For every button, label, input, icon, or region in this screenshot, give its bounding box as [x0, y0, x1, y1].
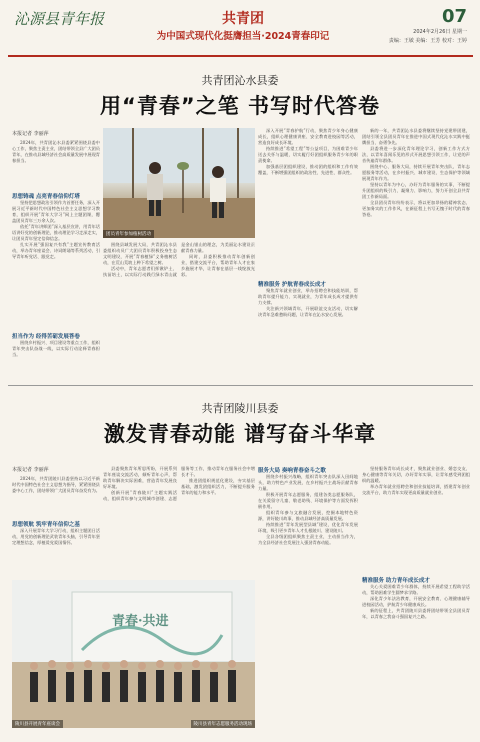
article1-byline: 本报记者 李丽萍 [12, 131, 49, 137]
article1-text-col4: 新的一年，共青团沁水县委将继续坚持党建带团建，团结引领全县团员青年在推进中国式现代化沁水实践中挺膺担当、奋勇争先。 县委将进一步深化青年理论学习，创新工作方式方法，以青年喜闻乐见的形式开展思想引领工作，让党的声音传遍青年群体。 围绕中心、服务大局，持续开展青年突击队、青年志愿服务等活动，在乡村振兴、城市建设、生态保护等领域展现青年作为。 坚持以青年为中心，办好为青年服务的实事，不断提升团组织的吸引力、凝聚力、影响力，努力开创全县共青团工作新局面。 全县团员青年纷纷表示，将以更加昂扬的精神状态、更加务实的工作作风，在新征程上书写无愧于时代的青春答卷。 [362, 128, 470, 217]
article2-text-col3: 围绕乡村振兴战略，组织青年突击队深入田间地头，助力特色产业发展，在乡村振兴主战场贡献青春力量。 积极开展青年志愿服务，组建各类志愿服务队，在关爱留守儿童、敬老助残、环境保护等方面发挥积极作用。 组织青年参与文旅融合发展，挖掘本地特色资源，讲好陵川故事，推动县域经济高质量发展。 持续推进“青年发展型县域”建设，优化青年发展环境，吸引更多青年人才扎根陵川、建设陵川。 全县各级团组织聚焦主责主业，主动担当作为，为全县经济社会发展注入强劲青春动能。 [258, 474, 358, 545]
article2-kicker: 共青团陵川县委 [201, 402, 279, 415]
article2-byline: 本报记者 李丽萍 [12, 467, 49, 473]
article2-text-col4b: 关心关爱困难青少年群体，持续开展希望工程助学活动，帮助困难学生圆梦求学路。 深化青少年法治教育，开展安全教育、心理健康辅导进校园活动，护航青少年健康成长。 新的征程上，共青团陵川县委将团结带领全县团员青年，以青春之我奋斗强国复兴之路。 [362, 584, 470, 619]
article1-text-col2: 围绕县域发展大局，共青团沁水县委组织动员广大团员青年积极投身生态文明建设，开展“青春植绿”义务植树活动，在荒山荒坡上种下希望之树。 活动中，青年志愿者们挥锹铲土、扶苗培土，以实际行动践行绿水青山就是金山银山的理念，为美丽沁水建设贡献青春力量。 同时，县委积极推动青年创新创业，搭建交流平台，帮助青年人才在家乡施展才华，让青春在基层一线绽放光彩。 [103, 242, 255, 277]
article-divider [8, 385, 473, 386]
article1-text-col3b: 聚焦青年就业创业，举办招聘会和技能培训，帮助青年提升能力、实现就业，为青年成长成才提供有力支撑。 关注新兴领域青年，开展联谊交友活动，切实解决青年急难愁盼问题，让青年在沁水安心发展。 [258, 288, 358, 317]
article1-kicker: 共青团沁水县委 [201, 74, 279, 87]
editor-credits: 责编：王敏 美编：王芳 校对：王婷 [388, 38, 467, 44]
article1-photo [103, 128, 255, 238]
article2-photo-caption-right: 陵川县青年志愿服务活动现场 [191, 720, 256, 728]
article2-subhead1: 思想领航 筑牢青年信仰之基 [12, 522, 80, 528]
section-title: 共青团 [222, 11, 264, 27]
article2-text-col2: 县委聚焦青年所思所盼，开展系列青年座谈交流活动，倾听青年心声，帮助青年解决实际困难，营造青年发展良好环境。 创新开展“青春陵川”主题实践活动，组织青年参与文明城市创建、志愿服务等工作，推动青年在服务社会中增长才干。 推进团组织规范化建设，夯实基层基础，激发团组织活力，不断提升服务青年的能力和水平。 [103, 466, 255, 501]
article1-headline: 用“青春”之笔 书写时代答卷 [100, 94, 380, 118]
article2-photo [12, 580, 255, 728]
article2-headline: 激发青春动能 谱写奋斗华章 [103, 422, 377, 446]
stage-banner-text: 青春·共进 [112, 614, 169, 629]
article2-text-col1b: 深入开展青年大学习行动，组织主题团日活动，用党的创新理论武装青年头脑，引导青年坚定理想信念，厚植爱党爱国情怀。 [12, 528, 100, 545]
article2-text-col4a: 坚持服务青年成长成才，聚焦就业创业、婚恋交友、身心健康等青年关切，办好青年实事，让青年感受到团组织的温暖。 举办青年就业招聘会和创业技能培训，搭建青年创业交流平台，助力青年实现更高质量就业创业。 [362, 466, 470, 495]
article2-photo-caption-left: 陵川县开展青年座谈会 [12, 720, 63, 728]
article1-text-col3a: 深入开展“青春护航”行动，聚焦青少年身心健康成长，组织心理健康讲座、安全教育进校园等活动，营造良好成长环境。 持续推进“希望工程”等公益项目，为困难青少年送去关怀与温暖，切实履行好团组织服务青少年的职责使命。 加强基层团组织建设，推动团的组织和工作有效覆盖，不断增强团组织的政治性、先进性、群众性。 [258, 128, 358, 175]
article1-subhead2: 担当作为 经得苦砺发展答卷 [12, 334, 80, 340]
article1-text-col1b: 坚持把思想政治引领作为首要任务，深入开展习近平新时代中国特色社会主义思想学习教育，组织开展“青年大学习”网上主题团课，覆盖团员青年三万余人次。 依托“青年讲师团”深入基层宣讲，用青年话语讲好党的创新理论，推动理论学习走深走实，让团员青年坚定信仰信念。 扎实开展“强国复兴有我”主题宣传教育活动，举办青年座谈会、诗词朗诵等系列活动，引导青年听党话、跟党走。 [12, 200, 100, 259]
article1-subhead3: 精准服务 护航青春成长成才 [258, 282, 326, 288]
article1-text-col1c: 围绕乡村振兴、项目建设等重点工作，组织青年突击队奋战一线，以实际行动诠释青春担当。 [12, 340, 100, 357]
article2-text-col1a: 2024年，共青团陵川县委坚持以习近平新时代中国特色社会主义思想为指导，紧紧围绕县委中心工作，团结带领广大团员青年奋发有为。 [12, 476, 100, 493]
page-number: 07 [441, 6, 467, 27]
article2-subhead3: 精准服务 助力青年成长成才 [362, 578, 430, 584]
newspaper-logo: 沁源县青年报 [14, 10, 105, 28]
article1-text-col1a: 2024年，共青团沁水县委紧紧围绕县委中心工作，聚焦主责主业，团结带领全县广大团员青年，在推动县域经济社会高质量发展中展现青春担当。 [12, 140, 100, 163]
header-rule [8, 55, 473, 57]
dateline: 2024年2月26日 星期一 [413, 29, 467, 35]
section-subtitle: 为中国式现代化挺膺担当·2024青春印记 [156, 31, 330, 42]
article2-subhead2: 服务大局 奏响青春奋斗之歌 [258, 468, 326, 474]
masthead [8, 4, 473, 54]
article1-subhead1: 思想铸魂 点亮青春信仰灯塔 [12, 194, 80, 200]
article1-photo-caption: 团员青年参加植树活动 [103, 230, 154, 238]
